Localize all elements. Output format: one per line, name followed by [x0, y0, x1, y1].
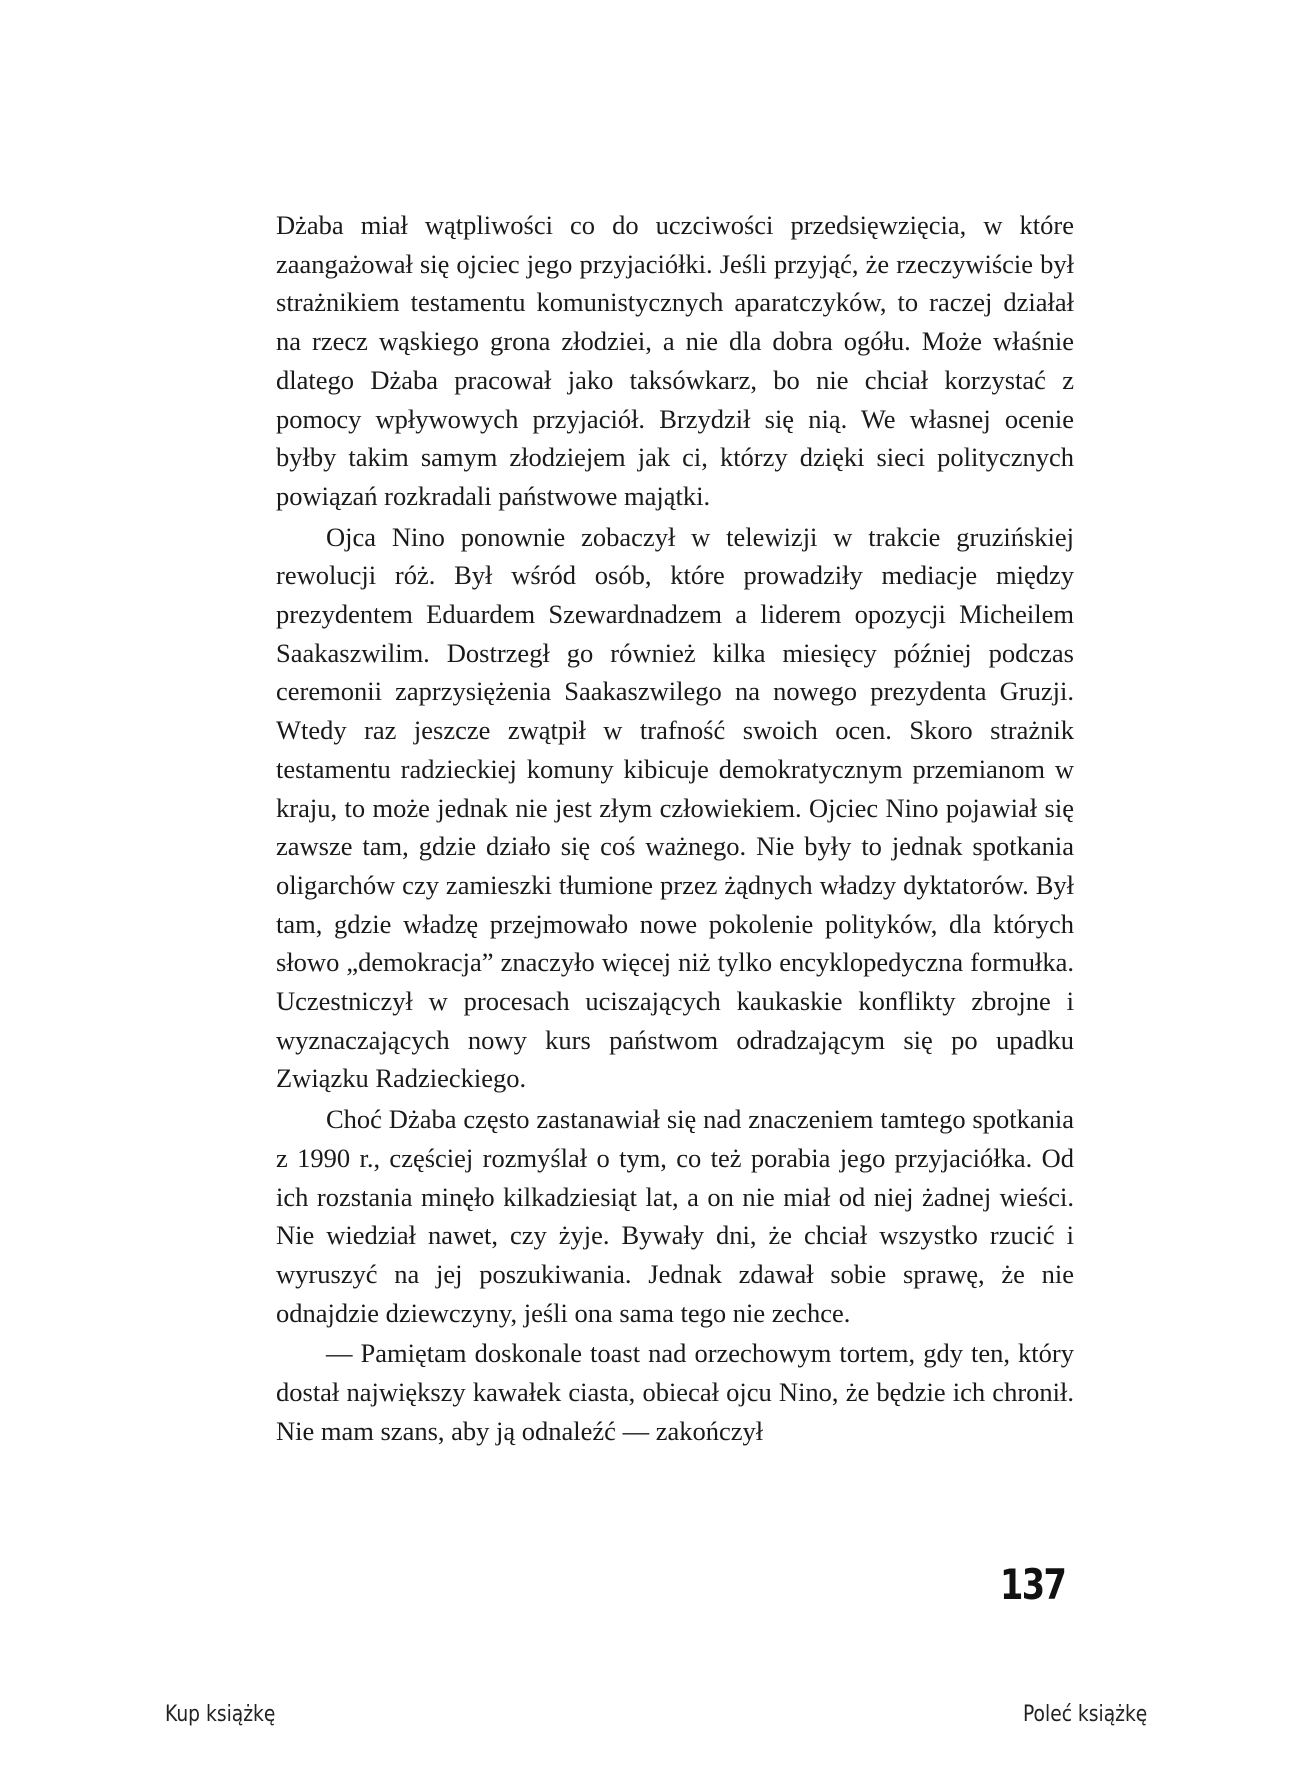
paragraph: Choć Dżaba często zastanawiał się nad znaczeniem tamtego spotkania z 1990 r., częściej rozmyślał o tym, co też porabia jego przyjaciółka. Od ich rozstania minęło kilkadziesiąt lat, a on nie miał od niej żadnej wieści. Nie wiedział nawet, czy żyje. Bywały dni, że chciał wszystko rzucić i wyruszyć na jej poszukiwania. Jednak zdawał sobie sprawę, że nie odnajdzie dziewczyny, jeśli ona sama tego nie zechce.: [276, 1104, 1074, 1328]
paragraph: Dżaba miał wątpliwości co do uczciwości przedsięwzięcia, w które zaangażował się ojciec jego przyjaciółki. Jeśli przyjąć, że rzeczywiście był strażnikiem testamentu komunistycznych aparatczyków, to raczej działał na rzecz wąskiego grona złodziei, a nie dla dobra ogółu. Może właśnie dlatego Dżaba pracował jako taksówkarz, bo nie chciał korzystać z pomocy wpływowych przyjaciół. Brzydził się nią. We własnej ocenie byłby takim samym złodziejem jak ci, którzy dzięki sieci politycznych powiązań rozkradali państwowe majątki.: [276, 210, 1074, 511]
recommend-book-link[interactable]: Poleć książkę: [1022, 1702, 1147, 1727]
buy-book-link[interactable]: Kup książkę: [165, 1702, 276, 1727]
paragraph: Ojca Nino ponownie zobaczył w telewizji w trakcie gruzińskiej rewolucji róż. Był wśród osób, które prowadziły mediacje między prezydentem Eduardem Szewardnadzem a liderem opozycji Micheilem Saakaszwilim. Dostrzegł go również kilka miesięcy później podczas ceremonii zaprzysiężenia Saakaszwilego na nowego prezydenta Gruzji. Wtedy raz jeszcze zwątpił w trafność swoich ocen. Skoro strażnik testamentu radzieckiej komuny kibicuje demokratycznym przemianom w kraju, to może jednak nie jest złym człowiekiem. Ojciec Nino pojawiał się zawsze tam, gdzie działo się coś ważnego. Nie były to jednak spotkania oligarchów czy zamieszki tłumione przez żądnych władzy dyktatorów. Był tam, gdzie władzę przejmowało nowe pokolenie polityków, dla których słowo „demokracja” znaczyło więcej niż tylko encyklopedyczna formułka. Uczestniczył w procesach uciszających kaukaskie konflikty zbrojne i wyznaczających nowy kurs państwom odradzającym się po upadku Związku Radzieckiego.: [276, 521, 1074, 1094]
paragraph: — Pamiętam doskonale toast nad orzechowym tortem, gdy ten, który dostał największy kawałek ciasta, obiecał ojcu Nino, że będzie ich chronił. Nie mam szans, aby ją odnaleźć — zakończył: [276, 1338, 1074, 1446]
page-body-text: [276, 206, 1074, 1451]
page-number: 137: [1000, 1560, 1066, 1609]
